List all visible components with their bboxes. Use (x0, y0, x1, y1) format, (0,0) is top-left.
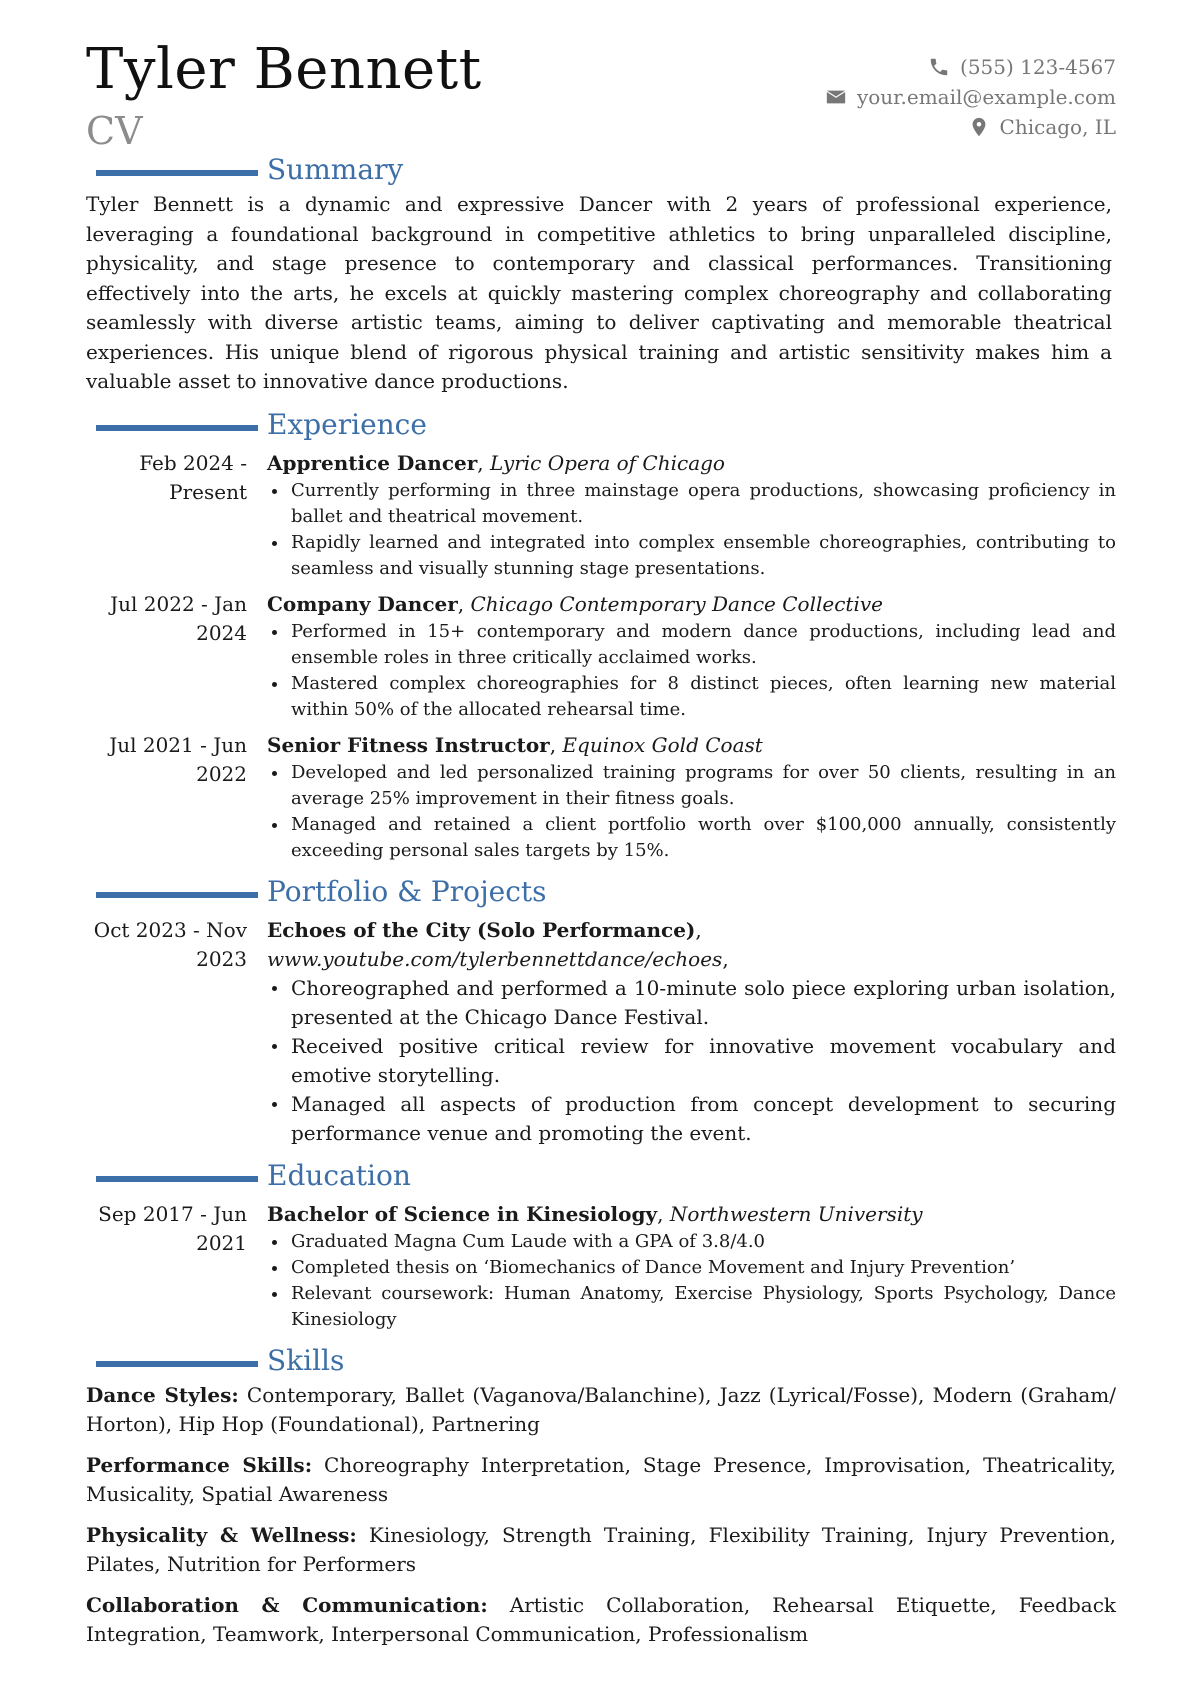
institution: Northwestern University (669, 1201, 923, 1226)
contact-location (825, 112, 1116, 142)
section-title: Summary (267, 153, 404, 186)
section-skills-heading (86, 1343, 1116, 1381)
document-subtitle: CV (86, 109, 143, 153)
list-item: Choreographed and performed a 10-minute solo piece exploring urban isolation, presented at the Chicago Dance Festival. (291, 974, 1116, 1032)
section-title: Skills (267, 1343, 345, 1377)
skill-items: Kinesiology, Strength Training, Flexibility Training, Injury Prevention, Pilates, Nutrition for Performers (86, 1522, 1117, 1576)
entry-date: Oct 2023 - Nov 2023 (93, 917, 247, 971)
cv-page (86, 0, 1116, 1661)
skill-group (86, 1451, 1116, 1509)
degree-title: Bachelor of Science in Kinesiology (267, 1201, 658, 1226)
education-entry (86, 1200, 1116, 1333)
entry-title: Apprentice Dancer, Lyric Opera of Chicago (267, 450, 725, 475)
contact-email (825, 82, 1116, 112)
entry-date: Jul 2021 - Jun 2022 (109, 732, 247, 786)
phone-icon (928, 56, 950, 78)
section-title: Education (267, 1158, 411, 1192)
section-rule (96, 425, 258, 431)
section-rule (96, 892, 258, 898)
project-link[interactable]: www.youtube.com/tylerbennettdance/echoes (267, 946, 723, 971)
list-item: Relevant coursework: Human Anatomy, Exercise Physiology, Sports Psychology, Dance Kinesiology (291, 1281, 1116, 1333)
experience-entry (86, 449, 1116, 582)
contact-block (825, 52, 1116, 142)
entry-title: Bachelor of Science in Kinesiology, Northwestern University (267, 1201, 923, 1226)
entry-date: Jul 2022 - Jan 2024 (110, 591, 247, 645)
cv-header (86, 0, 1116, 152)
list-item: Managed and retained a client portfolio worth over $100,000 annually, consistently exceeding personal sales targets by 15%. (291, 812, 1116, 864)
map-pin-icon (968, 116, 990, 138)
list-item: Received positive critical review for innovative movement vocabulary and emotive storytelling. (291, 1032, 1116, 1090)
skill-label: Dance Styles: (86, 1382, 239, 1407)
skill-group (86, 1591, 1116, 1649)
list-item: Performed in 15+ contemporary and modern dance productions, including lead and ensemble roles in three critically acclaimed works. (291, 619, 1116, 671)
organization: Chicago Contemporary Dance Collective (470, 591, 883, 616)
entry-date: Feb 2024 - Present (139, 450, 247, 504)
skill-items: Choreography Interpretation, Stage Presence, Improvisation, Theatricality, Musicality, Spatial Awareness (86, 1452, 1116, 1506)
email-address[interactable]: your.email@example.com (856, 85, 1116, 109)
skills-list (86, 1381, 1116, 1649)
skill-label: Performance Skills: (86, 1452, 313, 1477)
list-item: Graduated Magna Cum Laude with a GPA of 3.8/4.0 (291, 1229, 1116, 1255)
list-item: Completed thesis on ‘Biomechanics of Dance Movement and Injury Prevention’ (291, 1255, 1116, 1281)
skill-label: Physicality & Wellness: (86, 1522, 357, 1547)
list-item: Managed all aspects of production from concept development to securing performance venue and promoting the event. (291, 1090, 1116, 1148)
section-title: Experience (267, 407, 427, 441)
section-education-heading (86, 1158, 1116, 1196)
entry-date: Sep 2017 - Jun 2021 (98, 1201, 247, 1255)
project-entry (86, 916, 1116, 1148)
envelope-icon (825, 86, 847, 108)
list-item: Developed and led personalized training programs for over 50 clients, resulting in an average 25% improvement in their fitness goals. (291, 760, 1116, 812)
skill-items: Contemporary, Ballet (Vaganova/Balanchine), Jazz (Lyrical/Fosse), Modern (Graham/ Horton), Hip Hop (Foundational), Partnering (86, 1382, 1116, 1436)
entry-title: Company Dancer, Chicago Contemporary Dance Collective (267, 591, 883, 616)
phone-number: (555) 123-4567 (960, 55, 1116, 79)
experience-entry (86, 731, 1116, 864)
section-summary-heading (86, 152, 1116, 190)
summary-text: Tyler Bennett is a dynamic and expressive Dancer with 2 years of professional experience, leveraging a foundational background in competitive athletics to bring unparalleled discipline, physicality, and stage presence to contemporary and classical performances. Transitioning effectively into the arts, he excels at quickly mastering complex choreography and collaborating seamlessly with diverse artistic teams, aiming to deliver captivating and memorable theatrical experiences. His unique blend of rigorous physical training and artistic sensitivity makes him a valuable asset to innovative dance productions. (86, 192, 1112, 393)
job-title: Senior Fitness Instructor (267, 732, 550, 757)
entry-title: Senior Fitness Instructor, Equinox Gold Coast (267, 732, 763, 757)
job-title: Company Dancer (267, 591, 458, 616)
section-title: Portfolio & Projects (267, 874, 547, 908)
organization: Lyric Opera of Chicago (490, 450, 725, 475)
contact-phone (825, 52, 1116, 82)
project-title: Echoes of the City (Solo Performance) (267, 917, 696, 942)
job-title: Apprentice Dancer (267, 450, 478, 475)
candidate-name: Tyler Bennett (86, 37, 482, 102)
skill-label: Collaboration & Communication: (86, 1592, 488, 1617)
section-experience-heading (86, 407, 1116, 445)
organization: Equinox Gold Coast (562, 732, 763, 757)
list-item: Rapidly learned and integrated into complex ensemble choreographies, contributing to seamless and visually stunning stage presentations. (291, 530, 1116, 582)
skill-group (86, 1521, 1116, 1579)
section-rule (96, 1176, 258, 1182)
skill-group (86, 1381, 1116, 1439)
location-text: Chicago, IL (999, 115, 1116, 139)
section-rule (96, 170, 258, 176)
experience-entry (86, 590, 1116, 723)
list-item: Mastered complex choreographies for 8 distinct pieces, often learning new material within 50% of the allocated rehearsal time. (291, 671, 1116, 723)
skill-items: Artistic Collaboration, Rehearsal Etiquette, Feedback Integration, Teamwork, Interpersonal Communication, Professionalism (86, 1592, 1117, 1646)
entry-title: Echoes of the City (Solo Performance), www.youtube.com/tylerbennettdance/echoes, (267, 917, 729, 971)
section-rule (96, 1361, 258, 1367)
section-projects-heading (86, 874, 1116, 912)
list-item: Currently performing in three mainstage opera productions, showcasing proficiency in ballet and theatrical movement. (291, 478, 1116, 530)
